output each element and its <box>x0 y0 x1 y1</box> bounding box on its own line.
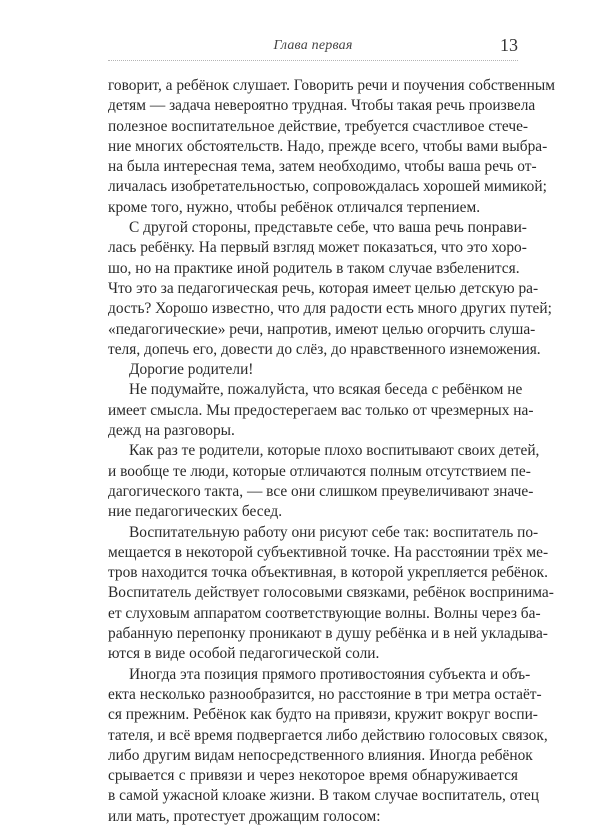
running-head <box>108 35 518 60</box>
text-line: ются в виде особой педагогической соли. <box>108 645 380 663</box>
text-line: теля, допечь его, довести до слёз, до нравственного изнеможения. <box>108 340 541 358</box>
text-line: ет слуховым аппаратом соответствующие волны. Волны через ба- <box>108 604 541 622</box>
text-line: ние педагогических бесед. <box>108 503 283 521</box>
text-line: Дорогие родители! <box>129 361 254 379</box>
text-line: дость? Хорошо известно, что для радости есть много других путей; <box>108 300 552 318</box>
text-line: Воспитательную работу они рисуют себе так: воспитатель по- <box>129 523 539 541</box>
text-line: Не подумайте, пожалуйста, что всякая беседа с ребёнком не <box>129 381 523 399</box>
text-line: Иногда эта позиция прямого противостояния субъекта и объ- <box>129 665 531 683</box>
text-line: дагогического такта, — все они слишком преувеличивают значе- <box>108 482 534 500</box>
text-line: детям — задача невероятно трудная. Чтобы такая речь произвела <box>108 97 536 115</box>
text-line: срывается с привязи и через некоторое время обнаруживается <box>108 767 518 785</box>
text-line: С другой стороны, представьте себе, что ваша речь понрави- <box>129 219 527 237</box>
text-line: либо другим видам непосредственного влияния. Иногда ребёнок <box>108 746 533 764</box>
text-line: в самой ужасной клоаке жизни. В таком случае воспитатель, отец <box>108 787 539 805</box>
text-line: Как раз те родители, которые плохо воспитывают своих детей, <box>129 442 540 460</box>
page-number: 13 <box>500 35 518 55</box>
body-text <box>108 76 555 827</box>
text-line: на была интересная тема, затем необходимо, чтобы ваша речь от- <box>108 158 537 176</box>
text-line: ние многих обстоятельств. Надо, прежде всего, чтобы вами выбра- <box>108 137 548 155</box>
text-line: рабанную перепонку проникают в душу ребёнка и в ней укладыва- <box>108 625 548 643</box>
text-line: полезное воспитательное действие, требуется счастливое стече- <box>108 117 529 135</box>
text-line: дежд на разговоры. <box>108 422 235 440</box>
text-line: шо, но на практике иной родитель в таком случае взбеленится. <box>108 259 520 277</box>
text-line: тателя, и всё время подвергается либо действию голосовых связок, <box>108 726 548 744</box>
header-divider <box>108 60 518 61</box>
text-line: кроме того, нужно, чтобы ребёнок отличался терпением. <box>108 198 481 216</box>
text-line: и вообще те люди, которые отличаются полным отсутствием пе- <box>108 462 531 480</box>
text-line: «педагогические» речи, напротив, имеют целью огорчить слуша- <box>108 320 536 338</box>
text-line: ся прежним. Ребёнок как будто на привязи, кружит вокруг воспи- <box>108 706 538 724</box>
text-line: тров находится точка объективная, в которой укрепляется ребёнок. <box>108 564 548 582</box>
text-line: личалась изобретательностью, сопровождалась хорошей мимикой; <box>108 178 547 196</box>
text-line: мещается в некоторой субъективной точке. На расстоянии трёх ме- <box>108 543 549 561</box>
text-line: или мать, протестует дрожащим голосом: <box>108 807 381 825</box>
text-line: говорит, а ребёнок слушает. Говорить речи и поучения собственным <box>108 77 555 94</box>
text-line: лась ребёнку. На первый взгляд может показаться, что это хоро- <box>108 239 527 257</box>
text-line: имеет смысла. Мы предостерегаем вас только от чрезмерных на- <box>108 401 534 419</box>
chapter-title: Глава первая <box>273 38 353 53</box>
text-line: екта несколько разнообразится, но расстояние в три метра остаёт- <box>108 685 542 703</box>
text-line: Воспитатель действует голосовыми связками, ребёнок воспринима- <box>108 584 554 602</box>
text-line: Что это за педагогическая речь, которая имеет целью детскую ра- <box>108 279 539 297</box>
